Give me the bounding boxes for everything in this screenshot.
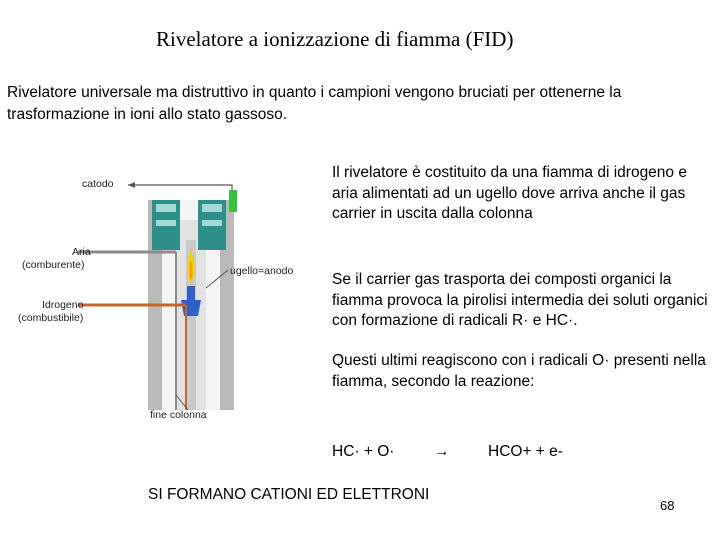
reaction-products: HCO+ + e- <box>488 443 563 460</box>
label-catodo: catodo <box>82 178 114 190</box>
label-aria-sub: (comburente) <box>22 259 85 271</box>
reaction-arrow-icon: → <box>434 443 450 460</box>
paragraph-reaction-intro: Questi ultimi reagiscono con i radicali O· presenti nella fiamma, secondo la reazione: <box>332 352 706 390</box>
label-fine-colonna: fine colonna <box>150 409 207 421</box>
label-ugello: ugello=anodo <box>230 265 294 277</box>
reaction-reactants: HC· + O· <box>332 443 395 460</box>
label-idrogeno-sub: (combustibile) <box>18 312 84 324</box>
slide-title: Rivelatore a ionizzazione di fiamma (FID) <box>156 27 514 51</box>
paragraph-composition: Il rivelatore è costituito da una fiamma di idrogeno e aria alimentati ad un ugello dove arriva anche il gas carrier in uscita dalla colonna <box>332 164 687 222</box>
fid-diagram <box>0 160 320 430</box>
conclusion-text: SI FORMANO CATIONI ED ELETTRONI <box>148 486 430 503</box>
label-idrogeno: Idrogeno <box>42 299 84 311</box>
paragraph-pyrolysis: Se il carrier gas trasporta dei composti organici la fiamma provoca la pirolisi intermedia dei soluti organici con formazione di radicali R· e HC·. <box>332 271 708 329</box>
page-number: 68 <box>660 498 675 513</box>
intro-text: Rivelatore universale ma distruttivo in quanto i campioni vengono bruciati per ottenerne la trasformazione in ioni allo stato gassoso. <box>7 84 622 123</box>
label-aria: Aria <box>72 246 91 258</box>
